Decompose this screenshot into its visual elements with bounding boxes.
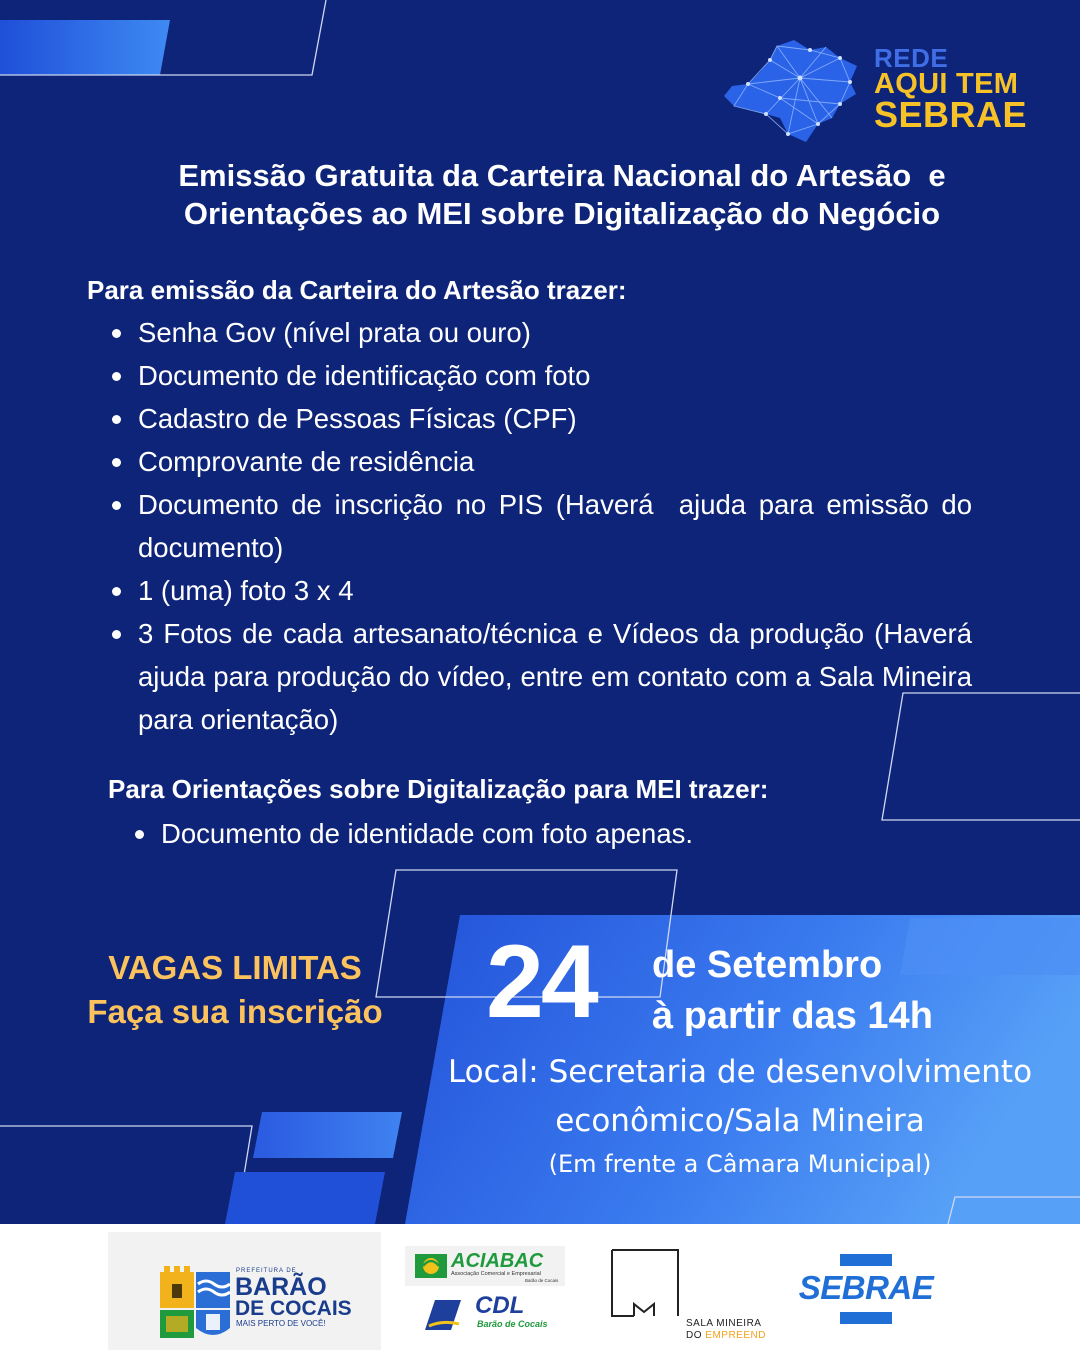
- location-line-1: Local: Secretaria de desenvolvimento: [447, 1054, 1033, 1090]
- list-item: Senha Gov (nível prata ou ouro): [138, 311, 972, 354]
- footer-partners: [0, 1224, 1080, 1350]
- location-reference: (Em frente a Câmara Municipal): [548, 1150, 932, 1178]
- vagas-limitadas-label: VAGAS LIMITAS: [108, 949, 362, 986]
- mei-heading: Para Orientações sobre Digitalização para MEI trazer:: [108, 774, 769, 804]
- cdl-emblem-icon: [425, 1296, 463, 1334]
- list-item: Cadastro de Pessoas Físicas (CPF): [138, 397, 972, 440]
- list-item: Documento de identidade com foto apenas.: [161, 812, 961, 855]
- artesao-heading: Para emissão da Carteira do Artesão trazer:: [87, 275, 627, 305]
- title-line-1: Emissão Gratuita da Carteira Nacional do Artesão e: [178, 158, 946, 193]
- event-time: à partir das 14h: [652, 995, 933, 1037]
- aciabac-city: Barão de Cocais: [525, 1278, 559, 1283]
- logo-sebrae: SEBRAE: [874, 94, 1028, 136]
- city-coat-of-arms-icon: [160, 1266, 232, 1340]
- prefeitura-slogan: MAIS PERTO DE VOCÊ!: [236, 1319, 326, 1328]
- cdl-city: Barão de Cocais: [477, 1319, 548, 1329]
- title-line-2: Orientações ao MEI sobre Digitalização do Negócio: [183, 196, 941, 231]
- cdl-name: CDL: [475, 1292, 525, 1319]
- mei-requirements-list: [161, 812, 961, 855]
- artesao-requirements-list: [138, 311, 980, 741]
- sala-mineira-line-1: SALA MINEIRA: [686, 1318, 762, 1329]
- registration-cta: [60, 946, 410, 1034]
- sebrae-wordmark: SEBRAE: [798, 1269, 934, 1306]
- sala-mineira-frame-icon: [610, 1248, 682, 1318]
- aciabac-subtitle: Associação Comercial e Empresarial: [451, 1271, 541, 1277]
- sala-mineira-empreend: EMPREEND: [705, 1330, 766, 1341]
- faca-inscricao-label: Faça sua inscrição: [87, 993, 383, 1030]
- list-item: Documento de inscrição no PIS (Haverá ajuda para emissão do documento): [138, 483, 972, 569]
- aciabac-emblem-icon: [415, 1254, 447, 1278]
- logo-rede: REDE: [874, 43, 949, 73]
- event-date-time: [652, 940, 933, 1042]
- list-item: Documento de identificação com foto: [138, 354, 972, 397]
- sala-mineira-do: DO: [686, 1330, 706, 1341]
- sala-mineira-line-2: [686, 1330, 766, 1341]
- sala-mineira-logo: [610, 1248, 790, 1348]
- prefeitura-barao-de-cocais-logo: [108, 1232, 381, 1350]
- prefeitura-small-label: PREFEITURA DE: [236, 1268, 297, 1274]
- location-line-2: econômico/Sala Mineira: [555, 1103, 925, 1139]
- list-item: 3 Fotos de cada artesanato/técnica e Vídeos da produção (Haverá ajuda para produção do vídeo, entre em contato com a Sala Mineira para orientação): [138, 612, 972, 741]
- cdl-logo: [425, 1292, 555, 1338]
- aciabac-logo: [405, 1246, 565, 1286]
- minas-gerais-map-icon: [722, 38, 862, 148]
- list-item: Comprovante de residência: [138, 440, 972, 483]
- list-item: 1 (uma) foto 3 x 4: [138, 569, 972, 612]
- aciabac-name: ACIABAC: [451, 1250, 544, 1272]
- prefeitura-name-1: BARÃO: [235, 1273, 327, 1301]
- event-day: 24: [486, 924, 596, 1040]
- sebrae-logo: [796, 1254, 936, 1334]
- prefeitura-name-2: DE COCAIS: [235, 1297, 352, 1320]
- logo-wordmark: [874, 43, 1028, 136]
- event-month: de Setembro: [652, 944, 883, 986]
- logo-aqui-tem: AQUI TEM: [874, 67, 1019, 100]
- event-location: [430, 1048, 1050, 1146]
- page-title: [60, 157, 1064, 233]
